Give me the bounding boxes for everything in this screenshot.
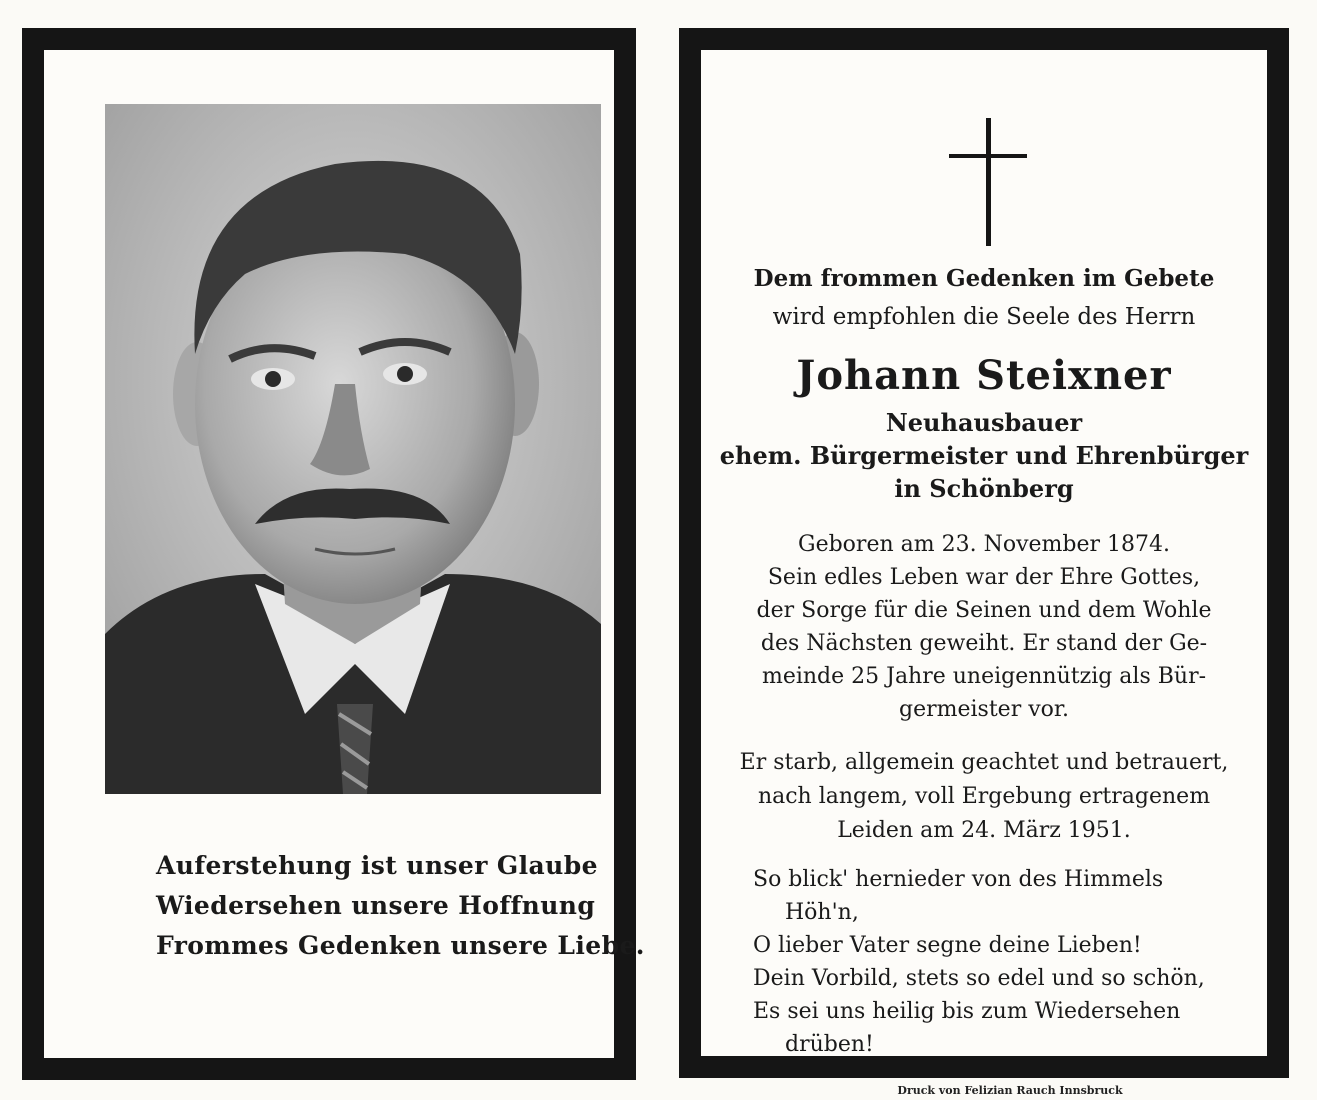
death-text	[701, 746, 1267, 848]
motto-line: Frommes Gedenken unsere Liebe.	[156, 931, 645, 960]
bio-line: germeister vor.	[899, 697, 1069, 722]
motto-verse	[156, 846, 645, 966]
title-line: Neuhausbauer	[885, 408, 1083, 437]
portrait-illustration	[105, 104, 601, 794]
left-memorial-card	[22, 28, 645, 1080]
bio-line: Sein edles Leben war der Ehre Gottes,	[767, 565, 1201, 590]
printer-imprint: Druck von Felizian Rauch Innsbruck	[897, 1084, 1123, 1097]
poem-line: Höh'n,	[785, 900, 859, 925]
title-line: in Schönberg	[894, 474, 1074, 503]
cross-icon	[949, 118, 1029, 248]
motto-line: Auferstehung ist unser Glaube	[156, 851, 598, 880]
bio-line: meinde 25 Jahre uneigennützig als Bür-	[761, 664, 1207, 689]
death-line: Er starb, allgemein geachtet und betrauert,	[739, 750, 1229, 775]
death-line: nach langem, voll Ergebung ertragenem	[757, 784, 1211, 809]
motto-line: Wiedersehen unsere Hoffnung	[156, 891, 596, 920]
title-line: ehem. Bürgermeister und Ehrenbürger	[719, 441, 1249, 470]
portrait-photo	[105, 104, 601, 794]
memorial-poem	[753, 863, 1253, 1061]
intro-line: wird empfohlen die Seele des Herrn	[772, 304, 1196, 330]
bio-line: Geboren am 23. November 1874.	[798, 532, 1170, 557]
deceased-titles	[701, 406, 1267, 505]
poem-line: Dein Vorbild, stets so edel und so schön,	[753, 966, 1205, 991]
poem-line: drüben!	[785, 1032, 874, 1057]
poem-line: So blick' hernieder von des Himmels	[753, 867, 1164, 892]
right-memorial-card	[679, 28, 1289, 1078]
biography-text	[701, 528, 1267, 726]
poem-line: Es sei uns heilig bis zum Wiedersehen	[753, 999, 1181, 1024]
intro-line: Dem frommen Gedenken im Gebete	[753, 265, 1215, 292]
intro-text	[701, 260, 1267, 336]
poem-line: O lieber Vater segne deine Lieben!	[753, 933, 1142, 958]
bio-line: der Sorge für die Seinen und dem Wohle	[756, 598, 1212, 623]
death-line: Leiden am 24. März 1951.	[837, 818, 1131, 843]
deceased-name: Johann Steixner	[796, 352, 1172, 399]
bio-line: des Nächsten geweiht. Er stand der Ge-	[760, 631, 1208, 656]
